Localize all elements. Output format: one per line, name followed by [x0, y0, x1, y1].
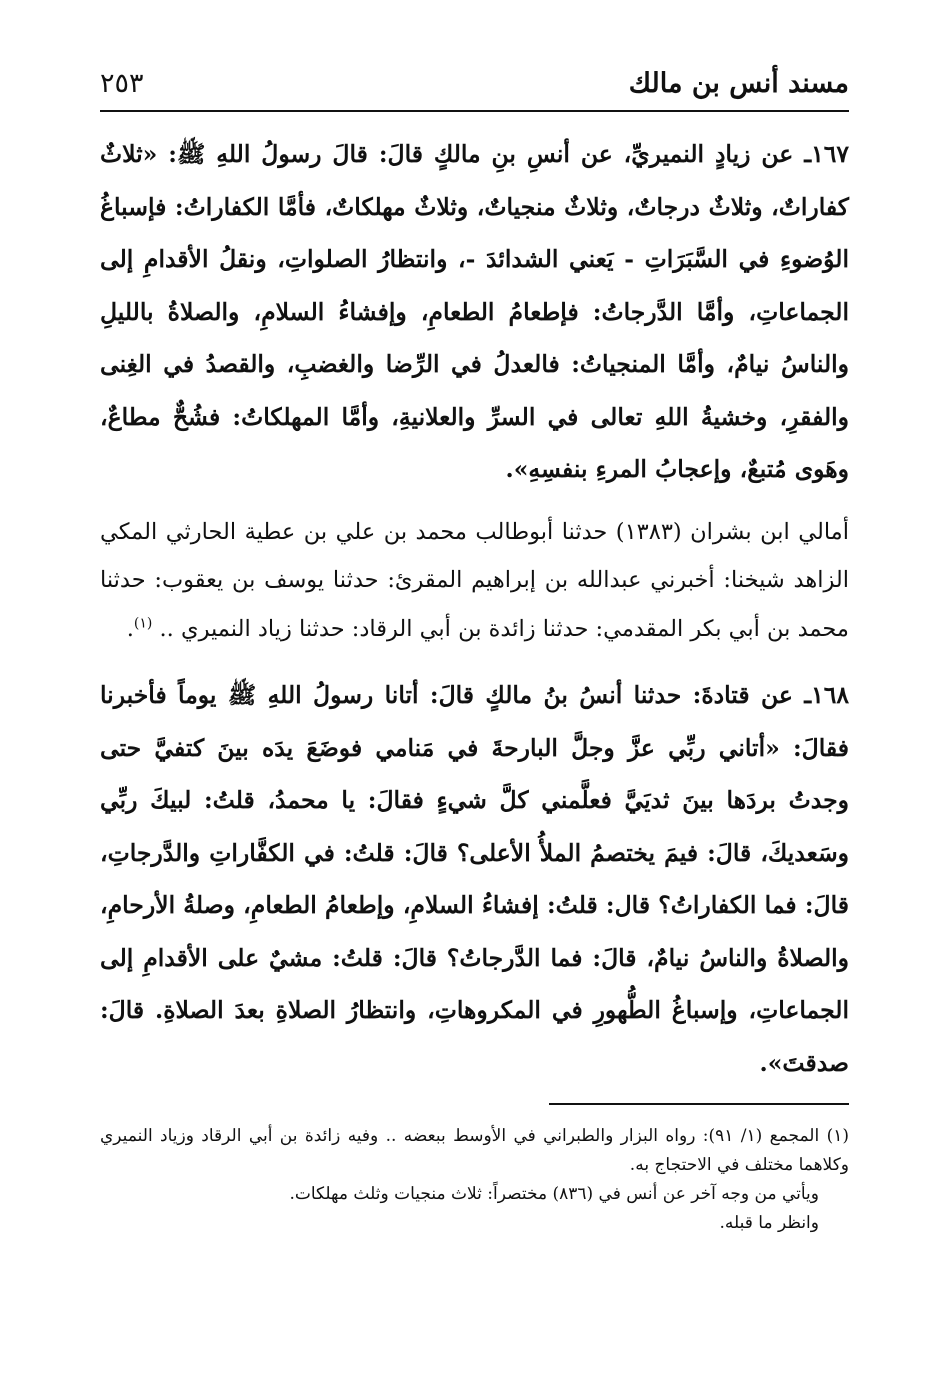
footnote-1: (١) المجمع (١/ ٩١): رواه البزار والطبراني في الأوسط ببعضه .. وفيه زائدة بن أبي الرقاد وزياد النميري وكلاهما مختلف في الاحتجاج به. — [100, 1126, 849, 1175]
page-number: ٢٥٣ — [100, 68, 144, 99]
hadith-167: ١٦٧ـ عن زيادٍ النميريِّ، عن أنسِ بنِ مالكٍ قالَ: قالَ رسولُ اللهِ ﷺ: «ثلاثٌ كفاراتٌ، وثلاثٌ درجاتٌ، وثلاثٌ منجياتٌ، وثلاثٌ مهلكاتٌ، فأمَّا الكفاراتُ: فإسباغُ الوُضوءِ في السَّبَرَاتِ - يَعني الشدائدَ -، وانتظارُ الصلواتِ، ونقلُ الأقدامِ إلى الجماعاتِ، وأمَّا الدَّرجاتُ: فإطعامُ الطعامِ، وإفشاءُ السلامِ، والصلاةُ بالليلِ والناسُ نيامٌ، وأمَّا المنجياتُ: فالعدلُ في الرِّضا والغضبِ، والقصدُ في الغِنى والفقرِ، وخشيةُ اللهِ تعالى في السرِّ والعلانيةِ، وأمَّا المهلكاتُ: فشُحٌّ مطاعٌ، وهَوى مُتبعٌ، وإعجابُ المرءِ بنفسِهِ». — [100, 140, 849, 483]
running-title: مسند أنس بن مالك — [628, 68, 849, 99]
footnote-1-continued: ويأتي من وجه آخر عن أنس في (٨٣٦) مختصراً: ثلاث منجيات وثلث مهلكات. — [289, 1184, 819, 1204]
footnote-reference: (١) — [133, 615, 153, 631]
footnote-1-see-previous: وانظر ما قبله. — [719, 1213, 819, 1233]
main-text — [100, 128, 849, 1089]
footnotes — [100, 1122, 849, 1238]
hadith-168: ١٦٨ـ عن قتادةَ: حدثنا أنسُ بنُ مالكٍ قالَ: أتانا رسولُ اللهِ ﷺ يوماً فأخبرنا فقالَ: «أتاني ربِّي عزَّ وجلَّ البارحةَ في مَنامي فوضَعَ يدَه بينَ كتفيَّ حتى وجدتُ بردَها بينَ ثديَيَّ فعلَّمني كلَّ شيءٍ فقالَ: يا محمدُ، قلتُ: لبيكَ ربِّي وسَعديكَ، قالَ: فيمَ يختصمُ الملأُ الأعلى؟ قالَ: قلتُ: في الكفَّاراتِ والدَّرجاتِ، قالَ: فما الكفاراتُ؟ قال: قلتُ: إفشاءُ السلامِ، وإطعامُ الطعامِ، وصلةُ الأرحامِ، والصلاةُ والناسُ نيامٌ، قالَ: فما الدَّرجاتُ؟ قالَ: قلتُ: مشيٌ على الأقدامِ إلى الجماعاتِ، وإسباغُ الطُّهورِ في المكروهاتِ، وانتظارُ الصلاةِ بعدَ الصلاةِ. قالَ: صدقتَ». — [100, 681, 849, 1077]
source-text: أمالي ابن بشران (١٣٨٣) حدثنا أبوطالب محمد بن علي بن عطية الحارثي المكي الزاهد شيخنا: أخبرني عبدالله بن إبراهيم المقرئ: حدثنا يوسف بن يعقوب: حدثنا محمد بن أبي بكر المقدمي: حدثنا زائدة بن أبي الرقاد: حدثنا زياد النميري .. — [100, 518, 849, 642]
source-note-167: أمالي ابن بشران (١٣٨٣) حدثنا أبوطالب محمد بن علي بن عطية الحارثي المكي الزاهد شيخنا: أخبرني عبدالله بن إبراهيم المقرئ: حدثنا يوسف بن يعقوب: حدثنا محمد بن أبي بكر المقدمي: حدثنا زائدة بن أبي الرقاد: حدثنا زياد النميري .. $^{(١)}$. — [100, 518, 849, 642]
page-header — [100, 64, 849, 112]
footnote-divider — [549, 1103, 849, 1105]
